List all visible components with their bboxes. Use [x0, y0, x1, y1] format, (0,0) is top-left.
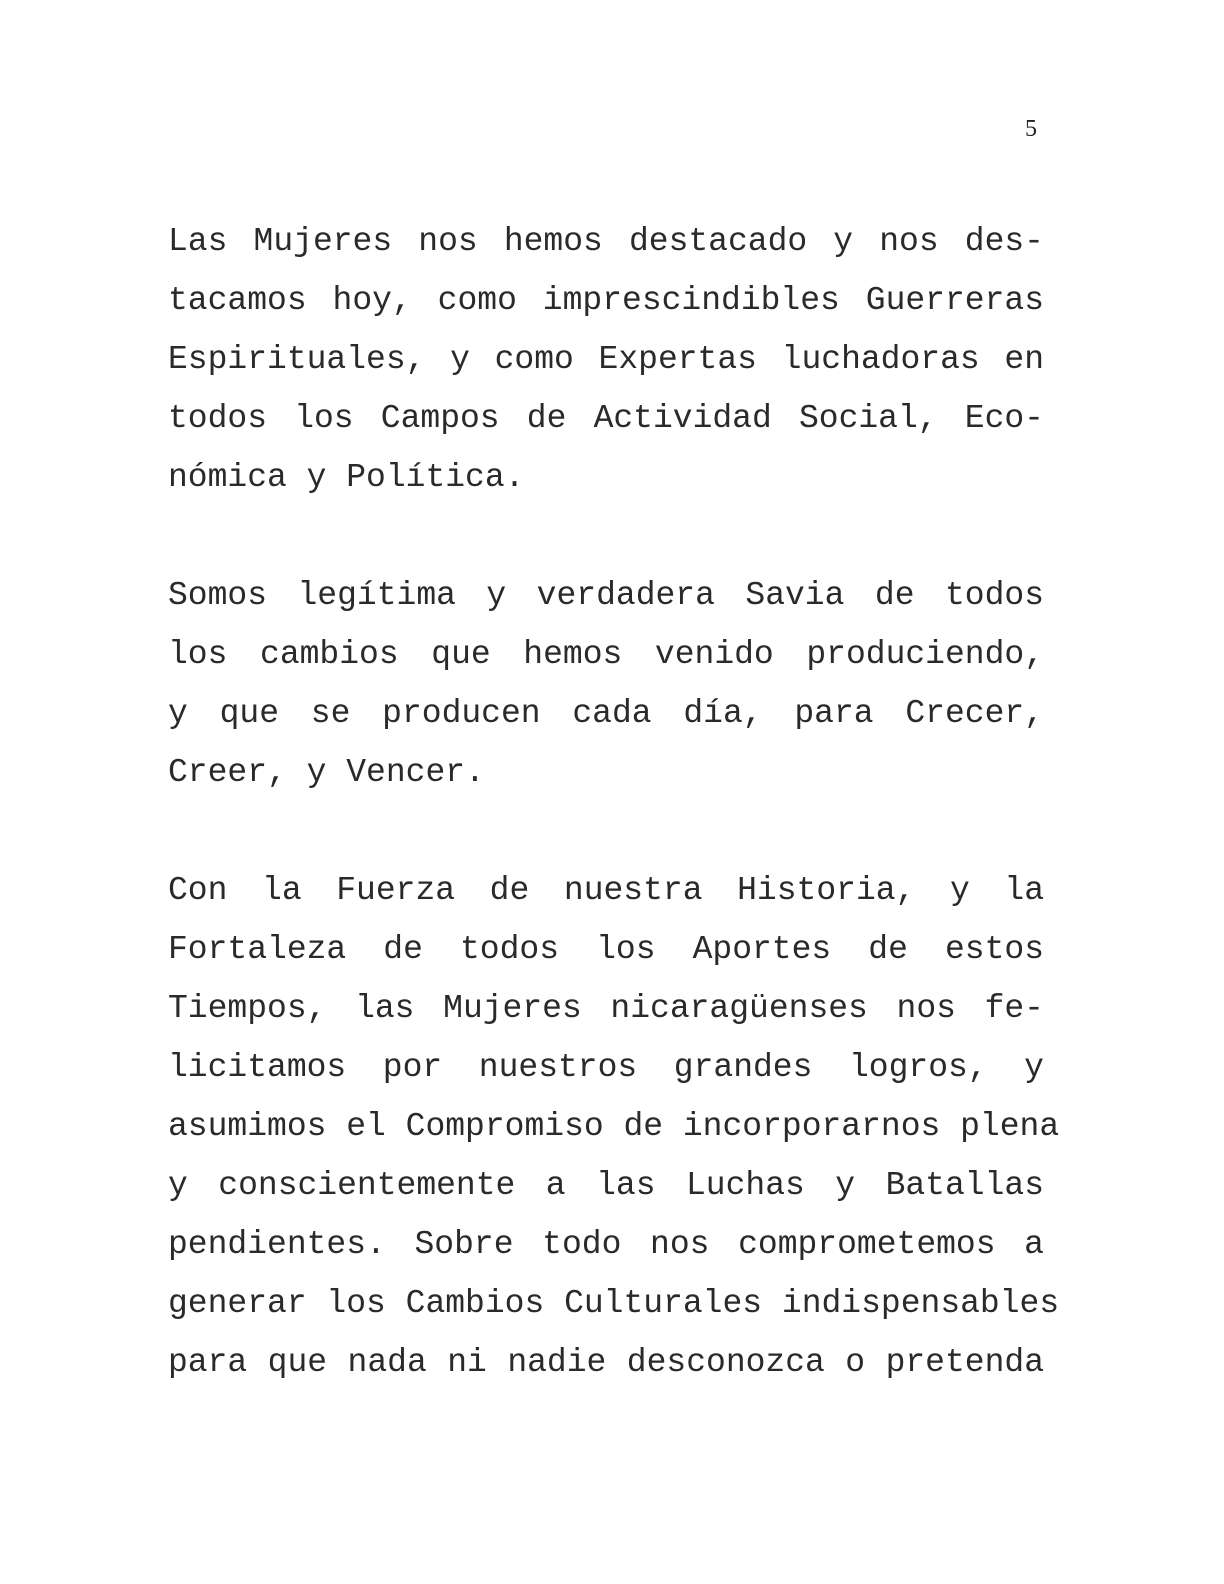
- text-line: Espirituales, y como Expertas luchadoras en: [168, 341, 1044, 378]
- text-line: y conscientemente a las Luchas y Batallas: [168, 1167, 1044, 1204]
- text-line: licitamos por nuestros grandes logros, y: [168, 1049, 1044, 1086]
- text-line: asumimos el Compromiso de incorporarnos plena: [168, 1108, 1060, 1145]
- text-line: Somos legítima y verdadera Savia de todos: [168, 577, 1044, 614]
- text-line: nómica y Política.: [168, 459, 525, 496]
- text-line: generar los Cambios Culturales indispensables: [168, 1285, 1060, 1322]
- text-line: y que se producen cada día, para Crecer,: [168, 695, 1044, 732]
- document-body: [168, 212, 1060, 1392]
- text-line: pendientes. Sobre todo nos comprometemos a: [168, 1226, 1044, 1263]
- text-line: tacamos hoy, como imprescindibles Guerreras: [168, 282, 1044, 319]
- paragraph-3: [168, 861, 1060, 1392]
- text-line: Creer, y Vencer.: [168, 754, 485, 791]
- text-line: los cambios que hemos venido produciendo,: [168, 636, 1044, 673]
- paragraph-spacer: [168, 802, 1044, 861]
- paragraph-spacer: [168, 507, 1044, 566]
- text-line: Con la Fuerza de nuestra Historia, y la: [168, 872, 1044, 909]
- text-line: Tiempos, las Mujeres nicaragüenses nos fe-: [168, 990, 1044, 1027]
- text-line: para que nada ni nadie desconozca o pretenda: [168, 1344, 1044, 1381]
- page-number: 5: [1025, 116, 1037, 142]
- paragraph-1: [168, 212, 1044, 507]
- text-line: Fortaleza de todos los Aportes de estos: [168, 931, 1044, 968]
- text-line: todos los Campos de Actividad Social, Eco-: [168, 400, 1044, 437]
- paragraph-2: [168, 566, 1044, 802]
- text-line: Las Mujeres nos hemos destacado y nos des-: [168, 223, 1044, 260]
